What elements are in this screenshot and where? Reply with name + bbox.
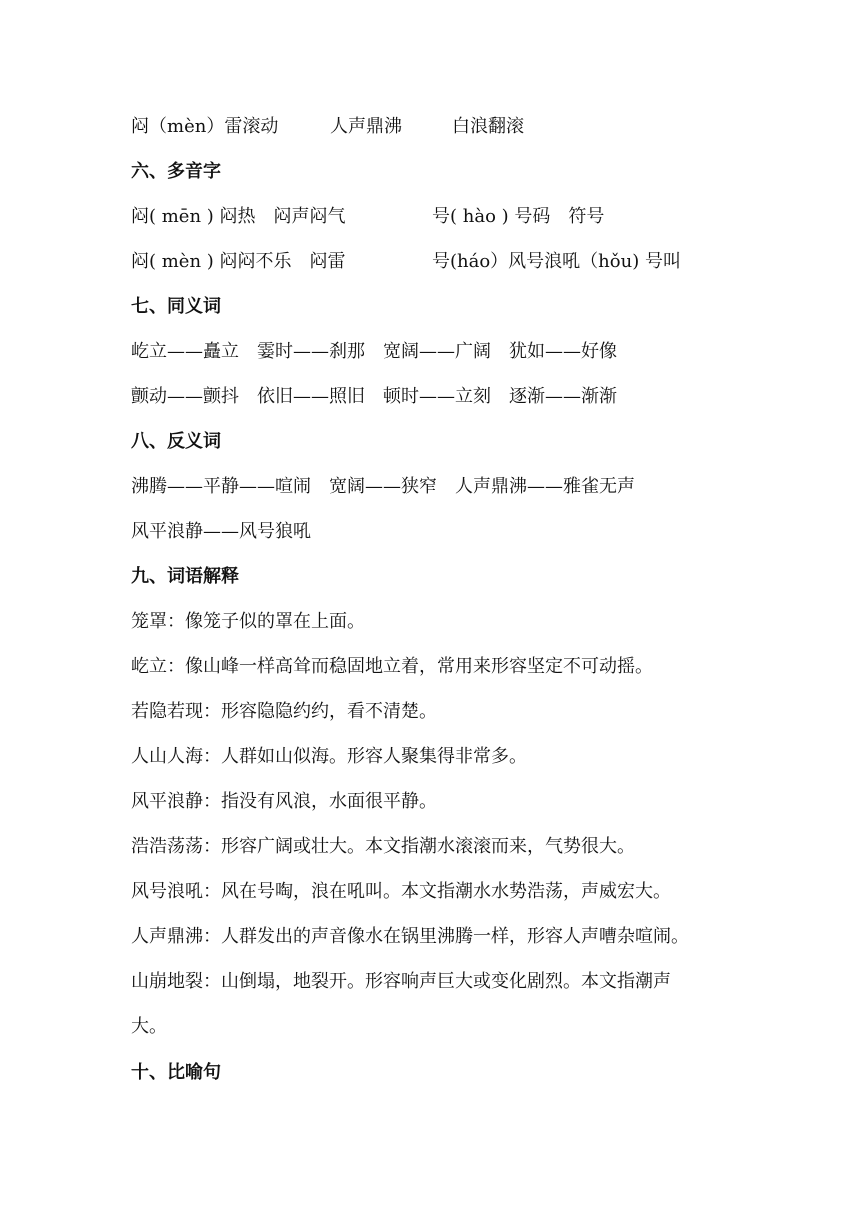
word-item: 人声鼎沸: [330, 116, 402, 137]
section-heading-polyphones: 六、多音字: [131, 161, 221, 182]
definition-line: 风平浪静：指没有风浪，水面很平静。: [131, 791, 437, 812]
polyphone-entry: 号(háo）风号浪吼（hǒu) 号叫: [432, 251, 681, 272]
definition-line: 人山人海：人群如山似海。形容人聚集得非常多。: [131, 746, 527, 767]
polyphone-row: [131, 202, 750, 232]
polyphone-entry: 号( hào ) 号码 符号: [432, 206, 605, 227]
word-list-line: [131, 112, 750, 142]
word-item: 闷（mèn）雷滚动: [131, 116, 279, 137]
definition-line: 人声鼎沸：人群发出的声音像水在锅里沸腾一样，形容人声嘈杂喧闹。: [131, 926, 689, 947]
section-heading-antonyms: 八、反义词: [131, 431, 221, 452]
definition-line-continued: 大。: [131, 1016, 167, 1037]
definition-line: 若隐若现：形容隐隐约约，看不清楚。: [131, 701, 437, 722]
definition-line: 风号浪吼：风在号啕，浪在吼叫。本文指潮水水势浩荡，声威宏大。: [131, 881, 671, 902]
section-heading-definitions: 九、词语解释: [131, 566, 239, 587]
word-item: 白浪翻滚: [452, 116, 524, 137]
definition-line: 屹立：像山峰一样高耸而稳固地立着，常用来形容坚定不可动摇。: [131, 656, 653, 677]
definition-line: 笼罩：像笼子似的罩在上面。: [131, 611, 365, 632]
polyphone-entry: 闷( mēn ) 闷热 闷声闷气: [131, 206, 346, 227]
synonym-line: 屹立——矗立 霎时——刹那 宽阔——广阔 犹如——好像: [131, 341, 617, 362]
section-heading-similes: 十、比喻句: [131, 1062, 221, 1083]
polyphone-row: [131, 247, 750, 277]
polyphone-entry: 闷( mèn ) 闷闷不乐 闷雷: [131, 251, 346, 272]
definition-line: 浩浩荡荡：形容广阔或壮大。本文指潮水滚滚而来，气势很大。: [131, 836, 635, 857]
antonym-line: 沸腾——平静——喧闹 宽阔——狭窄 人声鼎沸——雅雀无声: [131, 476, 635, 497]
definition-line: 山崩地裂：山倒塌，地裂开。形容响声巨大或变化剧烈。本文指潮声: [131, 971, 671, 992]
section-heading-synonyms: 七、同义词: [131, 296, 221, 317]
synonym-line: 颤动——颤抖 依旧——照旧 顿时——立刻 逐渐——渐渐: [131, 386, 617, 407]
antonym-line: 风平浪静——风号狼吼: [131, 521, 311, 542]
